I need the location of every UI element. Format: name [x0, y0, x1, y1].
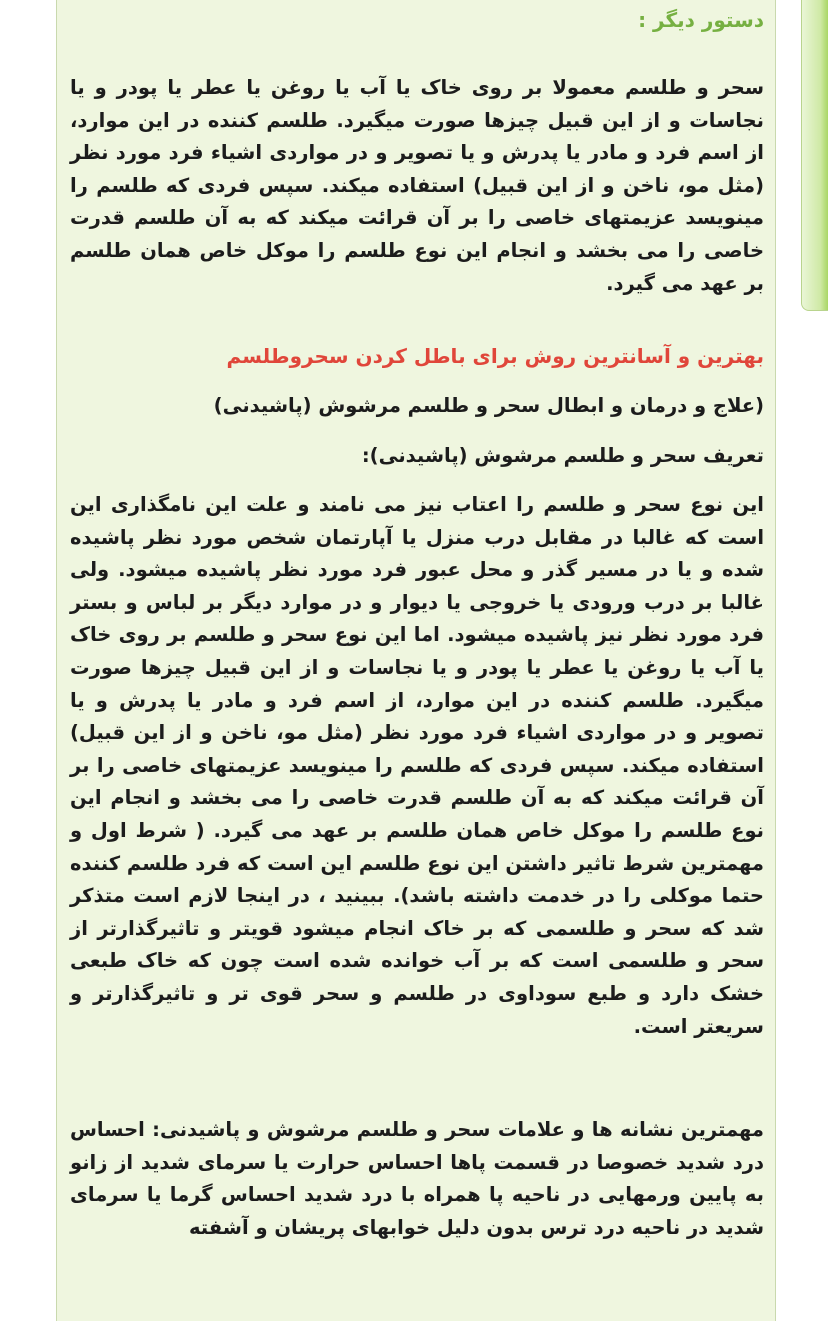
paragraph-definition: این نوع سحر و طلسم را اعتاب نیز می نامند و علت این نامگذاری این است که غالبا در مقابل درب منزل یا آپارتمان شخص مورد نظر پاشیده شده و یا در مسیر گذر و محل عبور فرد مورد نظر پاشیده میشود. ولی غالبا بر درب ورودی یا خروجی یا دیوار و در موارد دیگر بر لباس و بستر فرد مورد نظر نیز پاشیده میشود. اما این نوع سحر و طلسم بر روی خاک یا آب یا روغن یا عطر یا پودر و یا نجاسات و از این قبیل چیزها صورت میگیرد. طلسم کننده در این موارد، از اسم فرد و مادر یا پدرش و یا تصویر و در مواردی اشیاء فرد مورد نظر (مثل مو، ناخن و از این قبیل) استفاده میکند. سپس فردی که طلسم را مینویسد عزیمتهای خاصی را بر آن قرائت میکند که به آن طلسم قدرت خاصی را می بخشد و انجام این نوع طلسم را موکل خاص همان طلسم بر عهد می گیرد. ( شرط اول و مهمترین شرط تاثیر داشتن این نوع طلسم این است که فرد طلسم کننده حتما موکلی را در خدمت داشته باشد). ببینید ، در اینجا لازم است متذکر شد که سحر و طلسمی که بر خاک انجام میشود قویتر و تاثیرگذارتر از سحر و طلسمی است که بر آب خوانده شده است چون که خاک طبعی خشک دارد و طبع سوداوی در طلسم و سحر قوی تر و تاثیرگذارتر و سریعتر است. — [70, 493, 764, 1038]
paragraph-talisman-materials: سحر و طلسم معمولا بر روی خاک یا آب یا روغن یا عطر یا پودر و یا نجاسات و از این قبیل چیزها صورت میگیرد. طلسم کننده در این موارد، از اسم فرد و مادر یا پدرش و یا تصویر و در مواردی اشیاء فرد مورد نظر (مثل مو، ناخن و از این قبیل) استفاده میکند. سپس فردی که طلسم را مینویسد عزیمتهای خاصی را بر آن قرائت میکند که به آن طلسم قدرت خاصی را می بخشد و انجام این نوع طلسم را موکل خاص همان طلسم بر عهد می گیرد. — [70, 76, 764, 295]
other-instruction-heading: دستور دیگر : — [638, 8, 764, 32]
side-tab-decoration — [801, 0, 828, 311]
best-method-heading: بهترین و آسانترین روش برای باطل کردن سحروطلسم — [226, 344, 764, 368]
treatment-subheading: (علاج و درمان و ابطال سحر و طلسم مرشوش (پاشیدنی) — [213, 394, 764, 417]
paragraph-symptoms: مهمترین نشانه ها و علامات سحر و طلسم مرشوش و پاشیدنی: احساس درد شدید خصوصا در قسمت پاها احساس حرارت یا سرمای شدید از زانو به پایین ورمهایی در ناحیه پا همراه با درد شدید احساس گرما یا سرمای شدید در ناحیه درد ترس بدون دلیل خوابهای پریشان و آشفته — [70, 1118, 764, 1239]
definition-subheading: تعریف سحر و طلسم مرشوش (پاشیدنی): — [361, 444, 764, 467]
